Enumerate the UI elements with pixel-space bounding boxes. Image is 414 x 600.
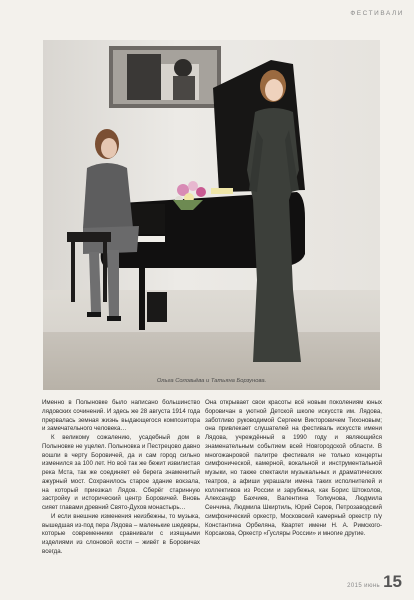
paragraph: Именно в Полыновке было написано большинство лядовских сочинений. И здесь же 28 августа 1914 года прервалась земная жизнь выдающегося композитора и замечательного человека… bbox=[42, 399, 200, 433]
issue-date: 2015 июнь bbox=[347, 583, 381, 589]
wall-portrait bbox=[109, 46, 221, 108]
photo-caption: Ольга Соловьёва и Татьяна Борзунова. bbox=[156, 378, 267, 384]
photo-scene bbox=[43, 40, 380, 390]
concert-photo bbox=[43, 40, 380, 390]
seated-pianist bbox=[67, 129, 139, 321]
paragraph: И если внешние изменения неизбежны, то музыка, вышедшая из-под пера Лядова – маленькие шедевры, которые современники сравнивали с изящными изделиями из слоновой кости – живёт в Боровичах всегда. bbox=[42, 512, 200, 555]
page-footer bbox=[347, 572, 402, 592]
flower-box bbox=[211, 188, 233, 194]
paragraph: К великому сожалению, усадебный дом в Полыновке не уцелел. Полыновка и Пестрецово давно вошли в черту Боровичей, да и сам город сильно изменился за 100 лет. Но всё так же бежит извилистая река Мста, так же соединяет её берега знаменитый ажурный мост. Сохранилось старое здание вокзала, на который приезжал Лядов. Сберёг старинную застройку и исторический центр Боровичей. Вновь сияет главами древний Свято-Духов монастырь… bbox=[42, 434, 200, 511]
page-number: 15 bbox=[383, 572, 402, 591]
paragraph: Она открывает свои красоты всё новым поколениям юных боровичан в уютной Детской школе искусств им. Лядова, заботливо руководимой Сергеем Викторовичем Тихоновым; она привлекает слушателей на фестиваль искусств имени Лядова, учреждённый в 1990 году и являющийся знаменательным событием всей Новгородской области. В многожанровой палитре фестиваля не только концерты симфонической, камерной, вокальной и инструментальной музыки, но также спектакли музыкальных и драматических театров, а афиши украшали имена таких исполнителей и коллективов из России и зарубежья, как Борис Штоколов, Александр Бахчиев, Валентина Толкунова, Людмила Сенчина, Людмила Шкиртиль, Юрий Серов, Петрозаводский симфонический оркестр, Московский камерный оркестр п/у Константина Орбеляна, Квартет имени Н. А. Римского-Корсакова, Оркестр «Гусляры России» и многие другие. bbox=[205, 399, 382, 538]
left-text-column bbox=[42, 399, 200, 557]
right-text-column bbox=[205, 399, 382, 539]
section-tag: ФЕСТИВАЛИ bbox=[350, 10, 404, 17]
